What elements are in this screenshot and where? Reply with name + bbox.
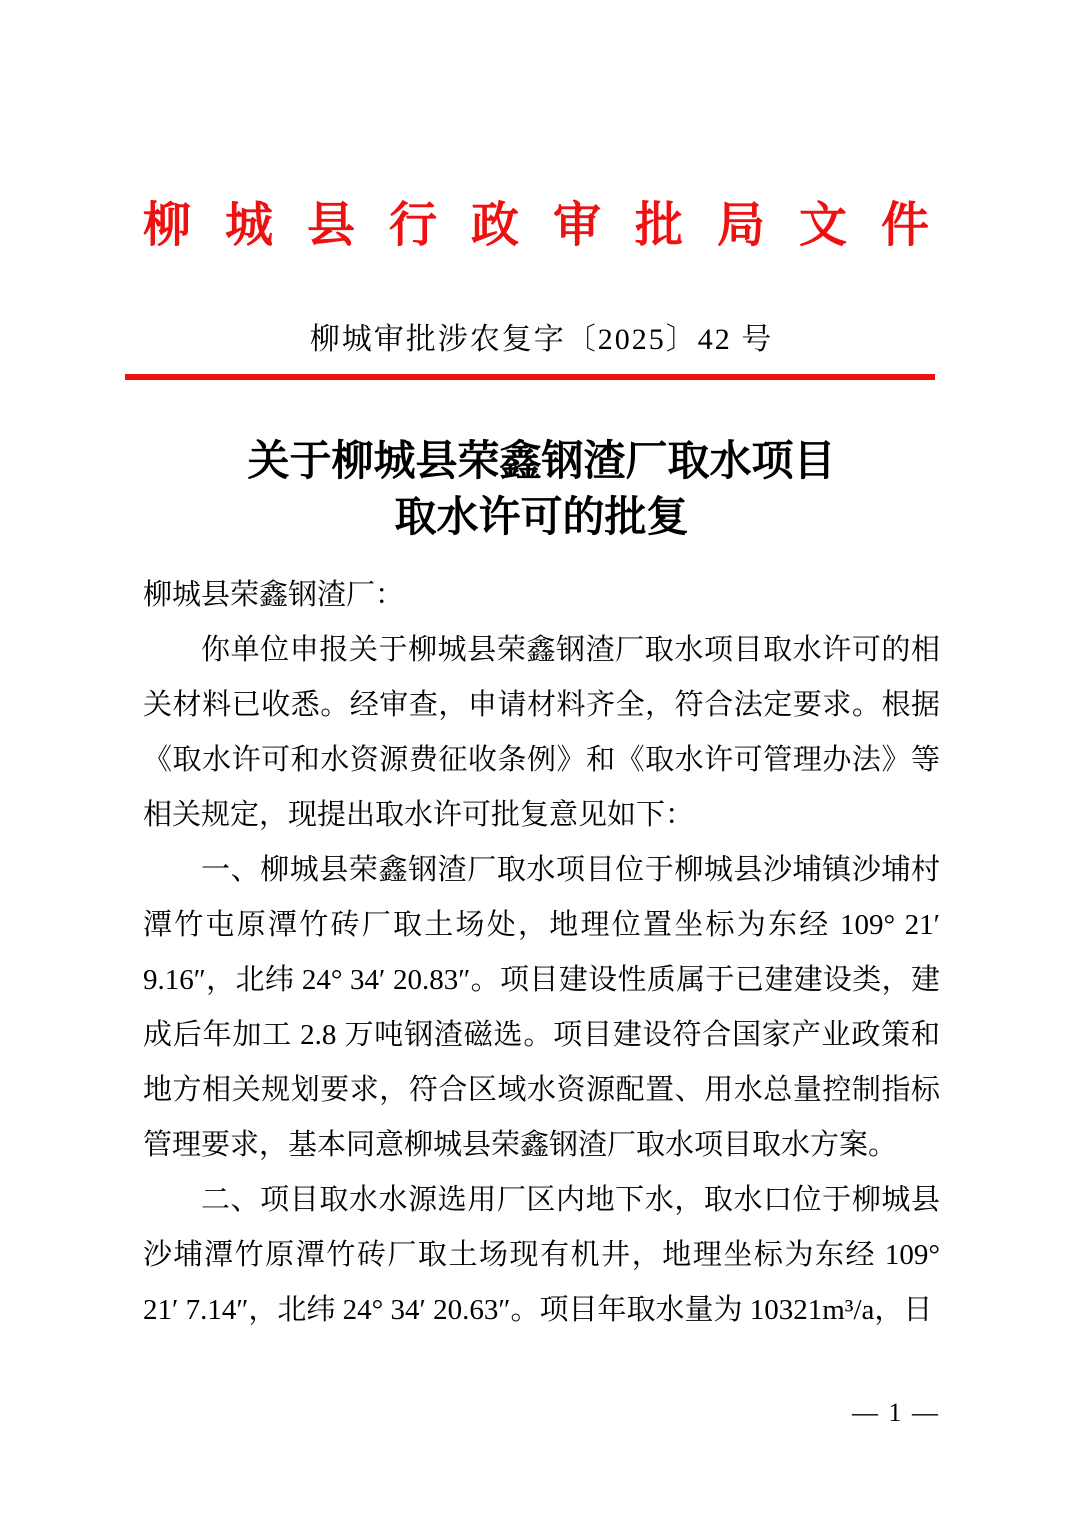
document-body	[143, 568, 940, 1338]
agency-letterhead-title: 柳 城 县 行 政 审 批 局 文 件	[143, 199, 941, 252]
paragraph-item-one: 一、柳城县荣鑫钢渣厂取水项目位于柳城县沙埔镇沙埔村潭竹屯原潭竹砖厂取土场处，地理位置坐标为东经 109° 21′ 9.16″，北纬 24° 34′ 20.83″。项目建设性质属于已建建设类，建成后年加工 2.8 万吨钢渣磁选。项目建设符合国家产业政策和地方相关规划要求，符合区域水资源配置、用水总量控制指标管理要求，基本同意柳城县荣鑫钢渣厂取水项目取水方案。	[143, 854, 940, 1161]
document-reference-number: 柳城审批涉农复字〔2025〕42 号	[309, 323, 774, 356]
paragraph-item-two: 二、项目取水水源选用厂区内地下水，取水口位于柳城县沙埔潭竹原潭竹砖厂取土场现有机井，地理坐标为东经 109° 21′ 7.14″，北纬 24° 34′ 20.63″。项目年取水量为 10321m³/a，日	[143, 1184, 940, 1326]
paragraph-intro: 你单位申报关于柳城县荣鑫钢渣厂取水项目取水许可的相关材料已收悉。经审查，申请材料齐全，符合法定要求。根据《取水许可和水资源费征收条例》和《取水许可管理办法》等相关规定，现提出取水许可批复意见如下：	[143, 634, 940, 831]
salutation-line: 柳城县荣鑫钢渣厂：	[143, 579, 405, 611]
document-title-line2: 取水许可的批复	[394, 495, 689, 541]
page-number: — 1 —	[852, 1398, 940, 1427]
page-footer	[852, 1398, 940, 1428]
red-divider-line	[125, 374, 935, 380]
document-title-line1: 关于柳城县荣鑫钢渣厂取水项目	[247, 439, 836, 485]
document-title	[143, 434, 940, 546]
